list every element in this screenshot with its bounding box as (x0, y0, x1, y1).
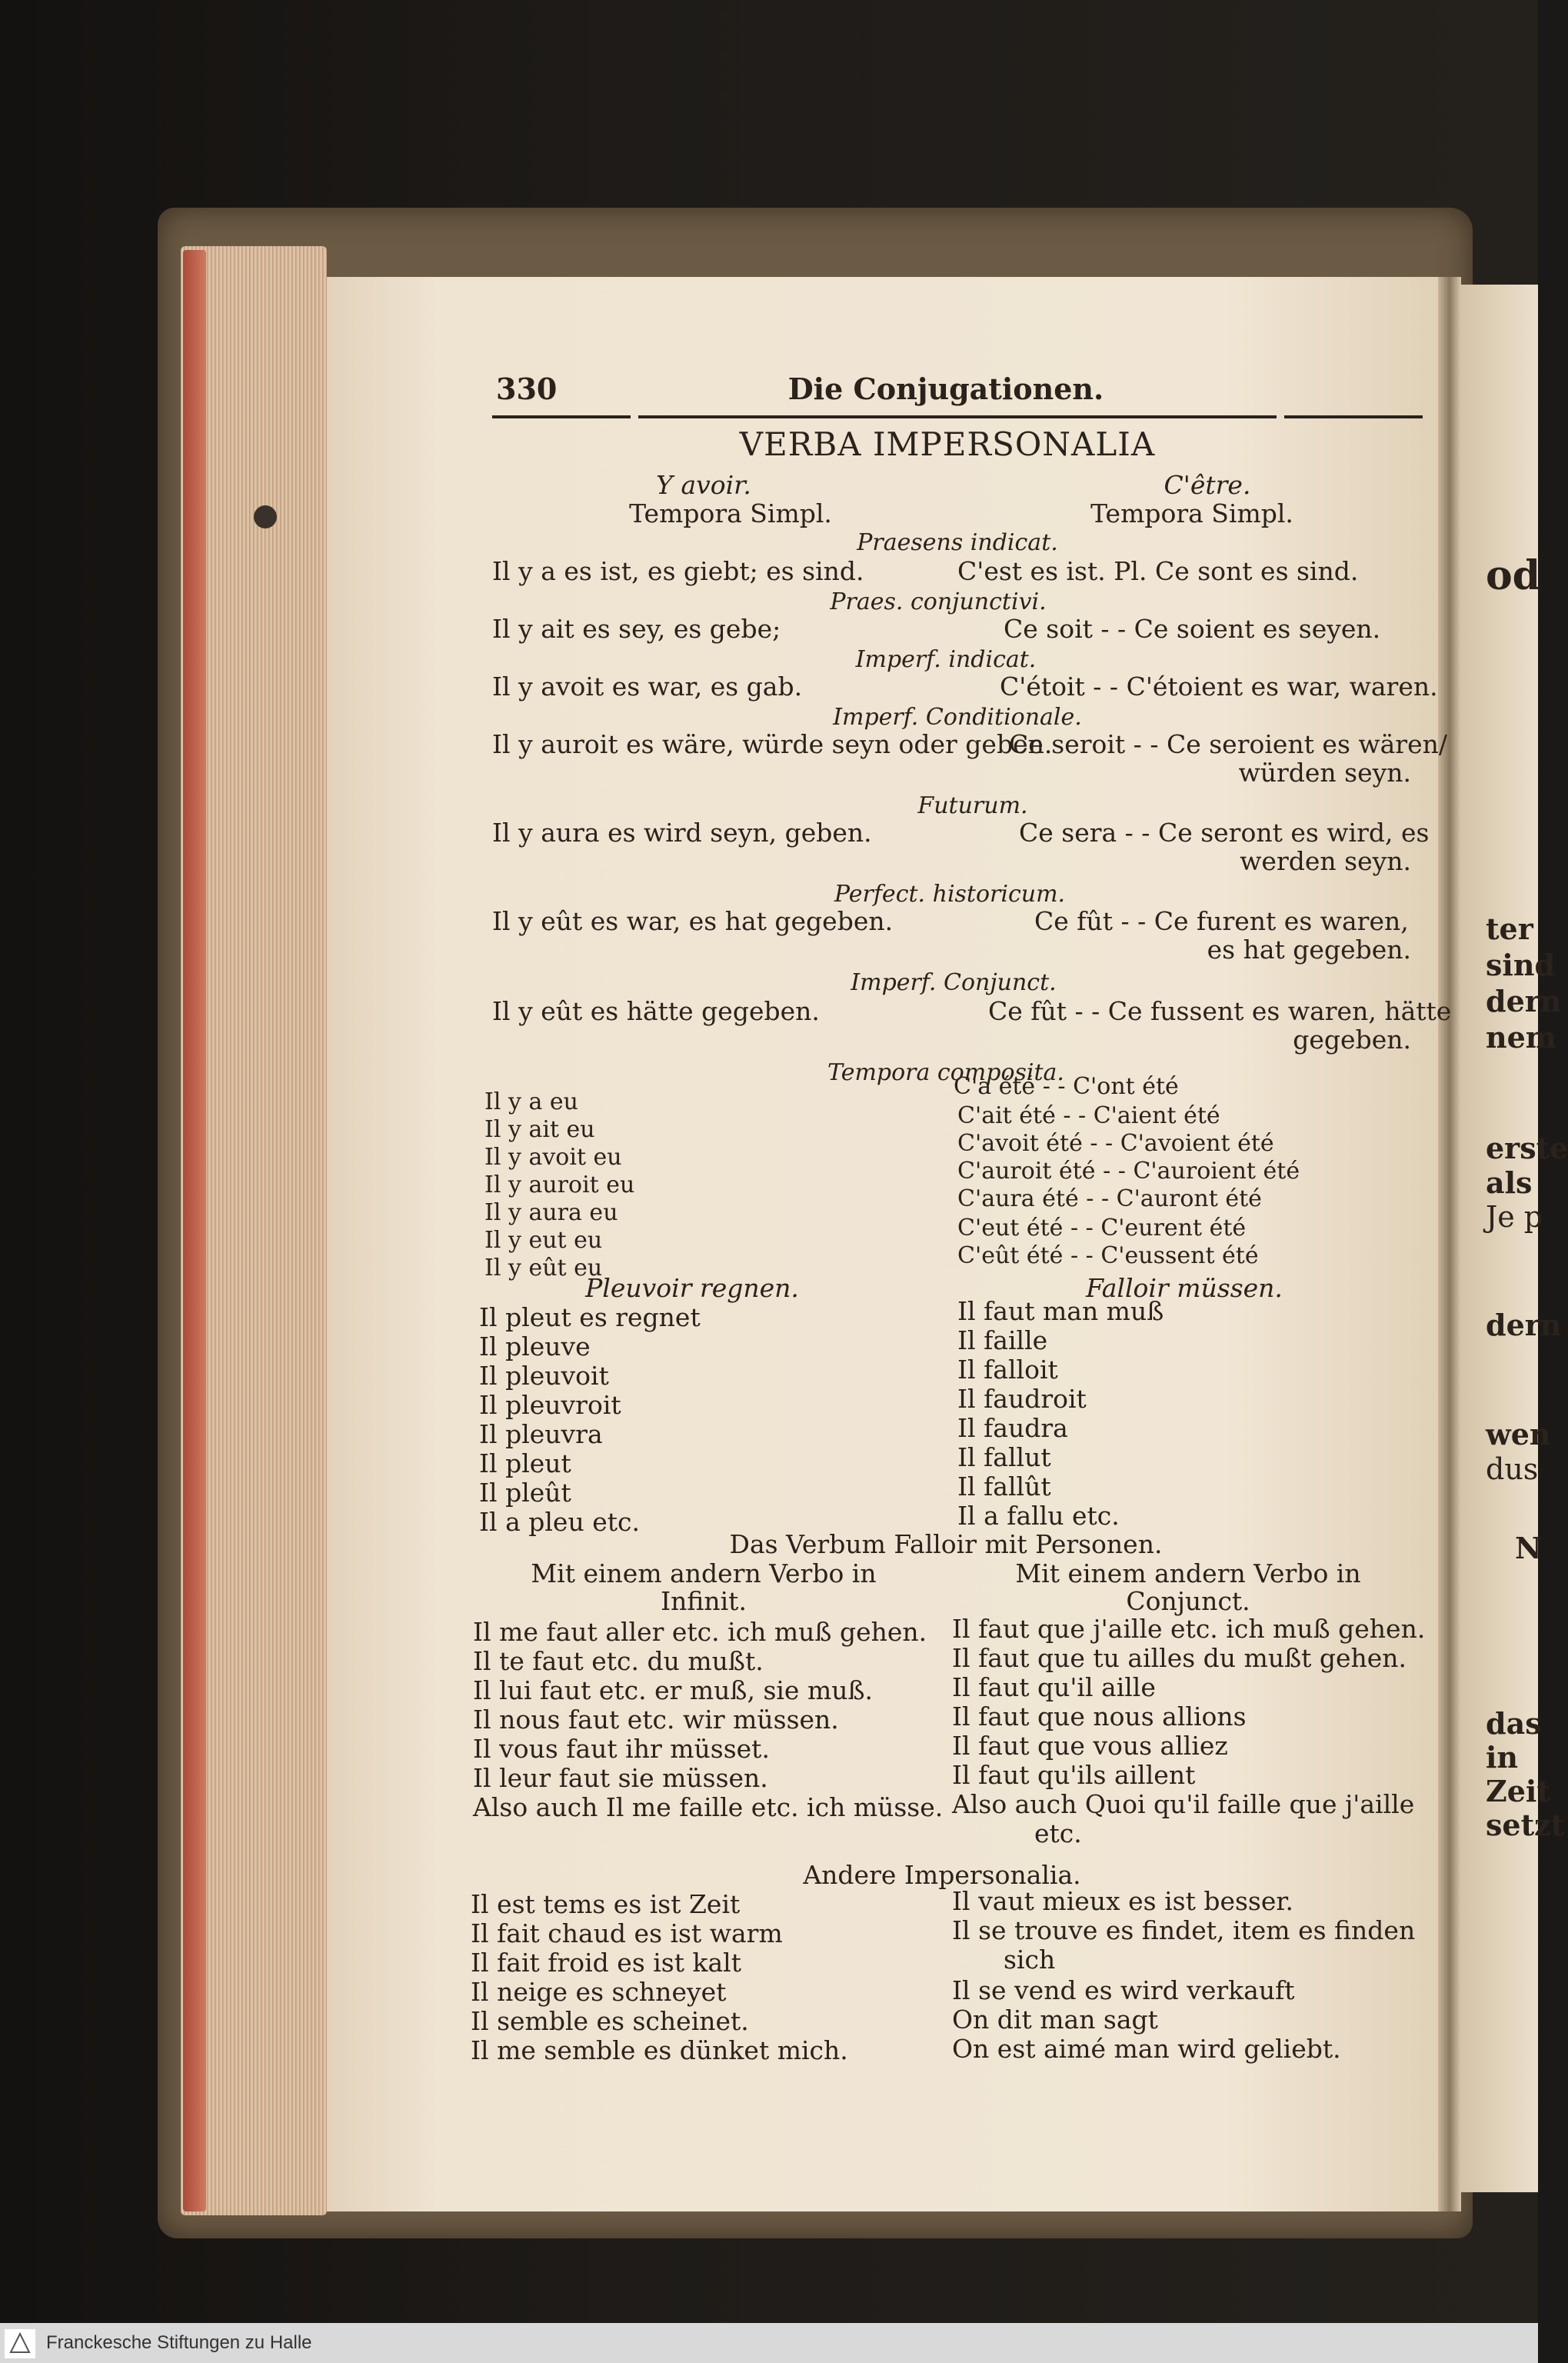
personal-right-line: Il faut qu'il aille (952, 1672, 1156, 1702)
compound-avoir: Il y ait eu (484, 1116, 595, 1143)
running-head: Die Conjugationen. (787, 372, 1104, 406)
tense-label: Futurum. (917, 792, 1028, 819)
etre-form: Ce fût - - Ce fussent es waren, hätte (988, 996, 1452, 1026)
personal-right-line: Il faut que tu ailles du mußt gehen. (952, 1643, 1407, 1673)
personal-left-head: Mit einem andern Verbo in (531, 1558, 877, 1588)
others-left-line: Il est tems es ist Zeit (471, 1889, 741, 1919)
others-right-line: On est aimé man wird geliebt. (952, 2034, 1341, 2064)
compound-etre: C'eût été - - C'eussent été (957, 1242, 1259, 1269)
rule-left (492, 415, 631, 418)
next-page-fragment: als (1486, 1165, 1533, 1200)
pleuvoir-form: Il pleuve (479, 1331, 591, 1361)
personal-left-line: Il lui faut etc. er muß, sie muß. (473, 1675, 874, 1705)
red-edge (183, 250, 206, 2211)
etre-form-cont: würden seyn. (1238, 758, 1411, 788)
next-page-fragment: nem (1486, 1020, 1557, 1055)
etre-form: C'étoit - - C'étoient es war, waren. (1000, 672, 1438, 702)
next-page-fragment: ter (1486, 912, 1533, 946)
compound-etre: C'a été - - C'ont été (954, 1073, 1179, 1100)
others-right-line-cont: sich (1004, 1945, 1056, 1975)
compound-etre: C'eut été - - C'eurent été (957, 1215, 1247, 1241)
compound-avoir: Il y a eu (484, 1088, 578, 1115)
compound-avoir: Il y auroit eu (484, 1172, 635, 1198)
others-right-line: Il se trouve es findet, item es finden (952, 1915, 1416, 1945)
etre-heading: C'être. (1164, 470, 1251, 500)
others-left-line: Il fait froid es ist kalt (471, 1948, 741, 1978)
falloir-form: Il fallût (957, 1471, 1051, 1501)
personal-right-line: Il faut que nous allions (952, 1701, 1247, 1731)
falloir-form: Il fallut (957, 1442, 1051, 1472)
page-number: 330 (496, 372, 558, 406)
next-page-fragment: das (1486, 1706, 1542, 1741)
avoir-subheading: Tempora Simpl. (629, 498, 832, 528)
compound-avoir: Il y aura eu (484, 1199, 618, 1226)
footer-credit: Franckesche Stiftungen zu Halle (46, 2332, 312, 2353)
tense-label: Imperf. indicat. (855, 646, 1037, 673)
etre-form: Ce fût - - Ce furent es waren, (1034, 906, 1409, 936)
pleuvoir-heading: Pleuvoir regnen. (585, 1273, 799, 1303)
pleuvoir-form: Il pleut (479, 1448, 571, 1478)
institution-logo-icon (5, 2329, 35, 2358)
falloir-form: Il faille (957, 1325, 1048, 1355)
etre-form: Ce sera - - Ce seront es wird, es (1019, 818, 1430, 848)
pleuvoir-form: Il pleuvoit (479, 1361, 609, 1391)
pleuvoir-form: Il a pleu etc. (479, 1507, 640, 1537)
personal-left-line: Il leur faut sie müssen. (473, 1763, 768, 1793)
rule-middle (638, 415, 1277, 418)
personal-left-line: Il vous faut ihr müsset. (473, 1734, 770, 1764)
avoir-form: Il y eût es war, es hat gegeben. (492, 906, 894, 936)
etre-form-cont: gegeben. (1293, 1025, 1411, 1055)
others-right-line: On dit man sagt (952, 2005, 1158, 2035)
avoir-form: Il y auroit es wäre, würde seyn oder geben. (492, 729, 1053, 759)
rule-right (1284, 415, 1423, 418)
binding-hole (254, 505, 277, 528)
tense-label: Imperf. Conditionale. (833, 704, 1082, 731)
tense-label: Perfect. historicum. (834, 881, 1066, 908)
pleuvoir-form: Il pleuvroit (479, 1390, 621, 1420)
avoir-heading: Y avoir. (656, 470, 751, 500)
etre-form-cont: es hat gegeben. (1207, 935, 1411, 965)
personal-right-line: Il faut que j'aille etc. ich muß gehen. (952, 1614, 1426, 1644)
next-page-fragment: sind (1486, 948, 1556, 982)
compound-avoir: Il y eut eu (484, 1227, 603, 1254)
falloir-form: Il a fallu etc. (957, 1501, 1120, 1531)
falloir-form: Il falloit (957, 1355, 1058, 1385)
others-right-line: Il se vend es wird verkauft (952, 1975, 1295, 2005)
etre-form: C'est es ist. Pl. Ce sont es sind. (957, 556, 1359, 586)
personal-right-line-cont: etc. (1034, 1818, 1082, 1848)
next-page-fragment: Zeit (1486, 1774, 1550, 1808)
avoir-form: Il y avoit es war, es gab. (492, 672, 803, 702)
next-page-fragment: dern (1486, 984, 1562, 1018)
avoir-form: Il y ait es sey, es gebe; (492, 614, 781, 644)
pleuvoir-form: Il pleuvra (479, 1419, 603, 1449)
personal-right-line: Also auch Quoi qu'il faille que j'aille (952, 1789, 1415, 1819)
personal-left-line: Also auch Il me faille etc. ich müsse. (473, 1792, 944, 1822)
personal-right-line: Il faut que vous alliez (952, 1731, 1228, 1761)
others-right-line: Il vaut mieux es ist besser. (952, 1886, 1294, 1916)
compound-etre: C'ait été - - C'aient été (957, 1102, 1220, 1129)
tense-label: Praesens indicat. (857, 529, 1058, 556)
avoir-form: Il y aura es wird seyn, geben. (492, 818, 872, 848)
etre-form: Ce seroit - - Ce seroient es wären/ (1009, 729, 1447, 759)
compound-label: Tempora composita. (827, 1059, 1064, 1086)
personal-left-line: Il nous faut etc. wir müssen. (473, 1705, 839, 1735)
compound-avoir: Il y eût eu (484, 1255, 603, 1281)
page-title: VERBA IMPERSONALIA (739, 425, 1156, 463)
others-left-line: Il neige es schneyet (471, 1977, 727, 2007)
avoir-form: Il y eût es hätte gegeben. (492, 996, 820, 1026)
next-page-fragment: od (1486, 552, 1541, 599)
falloir-form: Il faudroit (957, 1384, 1087, 1414)
next-page-fragment: setzt (1486, 1808, 1565, 1842)
book-gutter (1438, 277, 1461, 2211)
avoir-form: Il y a es ist, es giebt; es sind. (492, 556, 864, 586)
etre-form-cont: werden seyn. (1240, 846, 1411, 876)
pleuvoir-form: Il pleut es regnet (479, 1302, 701, 1332)
personal-left-head2: Infinit. (661, 1586, 747, 1616)
personal-right-head: Mit einem andern Verbo in (1015, 1558, 1361, 1588)
tense-label: Imperf. Conjunct. (851, 969, 1057, 996)
personal-right-head2: Conjunct. (1126, 1586, 1250, 1616)
falloir-form: Il faut man muß (957, 1296, 1164, 1326)
others-heading: Andere Impersonalia. (803, 1860, 1081, 1890)
etre-form: Ce soit - - Ce soient es seyen. (1004, 614, 1381, 644)
others-left-line: Il me semble es dünket mich. (471, 2035, 848, 2065)
personal-left-line: Il te faut etc. du mußt. (473, 1646, 764, 1676)
etre-subheading: Tempora Simpl. (1090, 498, 1293, 528)
compound-etre: C'avoit été - - C'avoient été (957, 1130, 1274, 1157)
next-page-fragment: wen (1486, 1417, 1551, 1451)
next-page-fragment: dus (1486, 1452, 1539, 1486)
next-page-fragment: N (1515, 1531, 1542, 1565)
next-page-fragment: in (1486, 1740, 1519, 1775)
compound-etre: C'aura été - - C'auront été (957, 1185, 1262, 1212)
compound-etre: C'auroit été - - C'auroient été (957, 1158, 1300, 1185)
next-page-fragment: dern (1486, 1308, 1562, 1342)
falloir-form: Il faudra (957, 1413, 1068, 1443)
personal-left-line: Il me faut aller etc. ich muß gehen. (473, 1617, 927, 1647)
pleuvoir-form: Il pleût (479, 1478, 571, 1508)
falloir-heading: Falloir müssen. (1086, 1273, 1283, 1303)
next-page-fragment: erste (1486, 1131, 1568, 1165)
others-left-line: Il semble es scheinet. (471, 2006, 749, 2036)
tense-label: Praes. conjunctivi. (830, 588, 1047, 615)
others-left-line: Il fait chaud es ist warm (471, 1918, 783, 1948)
personal-heading: Das Verbum Falloir mit Personen. (729, 1529, 1163, 1559)
compound-avoir: Il y avoit eu (484, 1144, 622, 1171)
next-page-fragment: Je p (1486, 1200, 1543, 1234)
personal-right-line: Il faut qu'ils aillent (952, 1760, 1196, 1790)
